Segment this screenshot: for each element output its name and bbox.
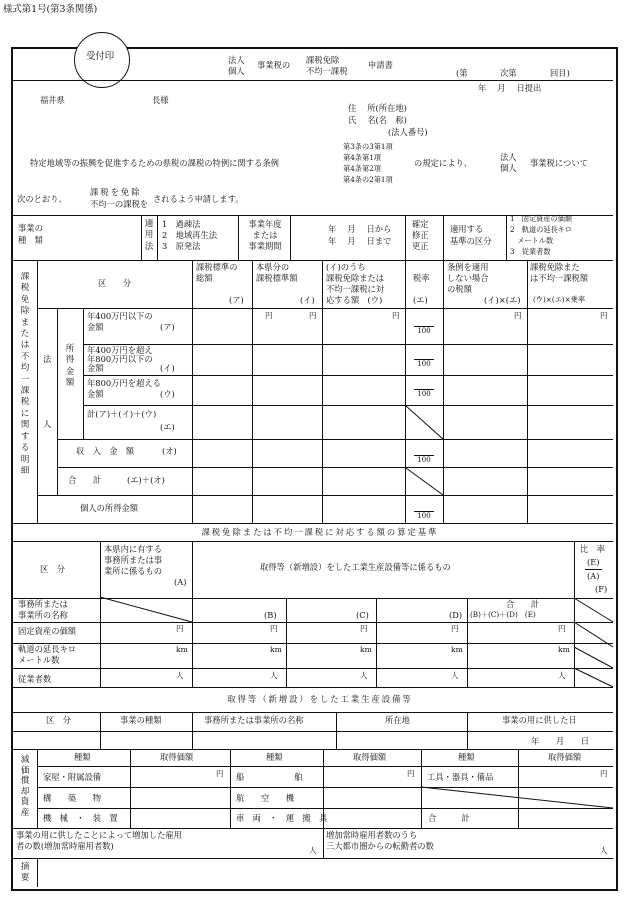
statement-line2-suffix: されるよう申請します。 <box>153 194 244 204</box>
ratio-title: 比 率 <box>580 544 605 554</box>
statement-middle: の規定により、 <box>414 158 473 168</box>
fiscal-year-label-3: 事業期間 <box>248 241 282 251</box>
divider <box>323 828 324 858</box>
law-1: 1 過疎法 <box>162 219 201 229</box>
col1-tag: (ア) <box>229 295 244 305</box>
basis-item-4: 3 従業者数 <box>510 247 551 256</box>
divider <box>12 643 613 644</box>
col5-header-3: の税額 <box>447 284 472 294</box>
km-unit: km <box>558 645 570 654</box>
yen-unit: 円 <box>270 624 278 633</box>
section3-category: 区 分 <box>46 715 71 725</box>
asset-machinery: 機 械 ・ 装 置 <box>43 813 118 823</box>
asset-structure: 構 築 物 <box>43 793 102 803</box>
col6-header: 課税免除また <box>530 262 580 272</box>
col3-header-2: 課税免除または <box>326 273 385 283</box>
price-header: 取得価額 <box>353 752 387 762</box>
yen-unit: 円 <box>216 769 224 778</box>
col4-header: 税率 <box>413 273 430 283</box>
yen-unit: 円 <box>407 769 415 778</box>
yen-unit: 円 <box>600 769 608 778</box>
serial-close: 回目) <box>550 68 570 78</box>
ratio-a: (A) <box>587 571 600 581</box>
income-side-label: 所得金額 <box>65 344 75 389</box>
yen-unit: 円 <box>600 311 608 320</box>
calc-vertical-title: 課税免除または不均一課税に関する明細 <box>20 272 30 476</box>
divider <box>230 749 231 828</box>
rate-fraction: 100 <box>412 356 436 368</box>
asset-aircraft: 航 空 機 <box>236 793 295 803</box>
total-label: 合 計 <box>68 475 102 485</box>
col2-header: 本県分の <box>256 262 290 272</box>
divider <box>12 541 613 542</box>
col6-header-2: は不均一課税額 <box>530 273 589 283</box>
asset-tools: 工具・器具・備品 <box>427 772 494 782</box>
divider <box>37 749 38 828</box>
corp-side-label: 法 <box>43 354 52 364</box>
col-d: (D) <box>449 610 463 620</box>
person-unit: 人 <box>270 671 278 680</box>
period-to: 年 月 日まで <box>328 236 392 246</box>
kind-header: 種類 <box>74 752 91 762</box>
asset-building: 家屋・附属設備 <box>43 772 102 782</box>
divider <box>12 523 613 524</box>
serial-open: (第 <box>456 68 468 78</box>
row-d-label: 計(ア)＋(イ)＋(ウ) <box>87 409 157 419</box>
divider <box>518 749 519 828</box>
divider <box>12 712 613 713</box>
statement-prefix: 特定地域等の振興を促進するための県税の課税の特例に関する条例 <box>30 158 279 168</box>
service-date-value: 年 月 日 <box>531 736 590 746</box>
law-3: 3 原発法 <box>162 241 201 251</box>
employee-transfer-label-2: 三大都市圏からの転勤者の数 <box>326 841 434 851</box>
business-kind-label-2: 種 類 <box>18 235 43 245</box>
tax-label: 事業税の <box>257 60 291 70</box>
basis-item-1: 1 固定資産の価額 <box>510 214 573 223</box>
km-unit: km <box>176 645 188 654</box>
person-unit: 人 <box>600 846 608 855</box>
asset-ship: 船 舶 <box>236 772 303 782</box>
ratio-e: (E) <box>587 557 600 567</box>
rate-fraction: 100 <box>412 508 436 520</box>
office-name-label-2: 事業所の名称 <box>18 610 68 620</box>
rate-fraction: 100 <box>412 452 436 464</box>
yen-unit: 円 <box>360 624 368 633</box>
fixed-asset-label: 固定資産の価額 <box>18 626 77 636</box>
addressee-title: 長様 <box>152 95 169 105</box>
in-pref-header-2: 事務所または事 <box>104 555 163 565</box>
person-unit: 人 <box>558 671 566 680</box>
divider <box>38 808 613 809</box>
address-label: 住 所(所在地) <box>348 103 407 113</box>
yen-unit: 円 <box>265 311 273 320</box>
divider <box>38 787 613 788</box>
employee-increase-label-2: 者の数(増加常時雇用者数) <box>16 841 114 851</box>
addressee-pref: 福井県 <box>40 95 65 105</box>
statement-uneven: 不均一の課税を <box>90 199 149 209</box>
ratio-bar <box>585 569 602 570</box>
yen-unit: 円 <box>176 624 184 633</box>
total-tag: (エ)＋(オ) <box>127 475 165 485</box>
divider <box>37 858 38 887</box>
col5-header: 条例を適用 <box>447 262 489 272</box>
name-label: 氏 名(名 称) <box>348 115 407 125</box>
basis-label-2: 基準の区分 <box>450 236 492 246</box>
km-unit: km <box>451 645 463 654</box>
individual-income-label: 個人の所得金額 <box>80 503 139 513</box>
person-unit: 人 <box>176 671 184 680</box>
divider <box>574 541 575 687</box>
divider <box>12 622 613 623</box>
col-c: (C) <box>356 610 369 620</box>
statement-corp: 法人 <box>500 152 517 162</box>
in-pref-header: 本県内に有する <box>104 544 163 554</box>
location-header: 所在地 <box>385 715 410 725</box>
row-d-tag: (エ) <box>160 422 175 432</box>
col1-header-2: 総額 <box>196 273 213 283</box>
serial-mid: 次第 <box>500 68 517 78</box>
person-unit: 人 <box>309 846 317 855</box>
col4-tag: (エ) <box>413 295 428 305</box>
divider <box>12 668 613 669</box>
reception-stamp-label: 受付印 <box>86 51 115 62</box>
article-3: 第4条第2項 <box>343 164 381 173</box>
in-pref-tag: (A) <box>174 577 187 587</box>
in-pref-header-3: 業所に係るもの <box>104 566 163 576</box>
section3-title: 取得等（新増設）をした工業生産設備等 <box>227 694 413 704</box>
confirm-3: 更正 <box>412 241 429 251</box>
sum-label: 合 計 <box>506 599 540 609</box>
applied-law-label: 適用法 <box>144 219 154 252</box>
rate-fraction: 100 <box>412 323 436 335</box>
business-kind-label: 事業の <box>18 223 43 233</box>
row-b-label-2: 年800万円以下の <box>87 354 153 364</box>
track-length-label-2: メートル数 <box>18 655 60 665</box>
business-kind-header: 事業の種類 <box>120 715 162 725</box>
office-name-header: 事務所または事業所の名称 <box>204 715 304 725</box>
divider <box>12 828 613 829</box>
statement-exempt: 課税を免除 <box>90 187 142 197</box>
yen-unit: 円 <box>451 624 459 633</box>
employees-label: 従業者数 <box>18 674 52 684</box>
employee-transfer-label: 増加常時雇用者数のうち <box>326 830 418 840</box>
row-a-label-2: 金額 <box>87 322 104 332</box>
divider <box>38 766 613 767</box>
article-4: 第4条の2第1項 <box>343 175 393 184</box>
basis-label: 適用する <box>450 224 484 234</box>
ratio-f: (F) <box>595 584 608 594</box>
assets-total-label: 合 計 <box>428 813 470 823</box>
divider <box>12 749 613 750</box>
price-header: 取得価額 <box>160 752 194 762</box>
calc-category-header: 区 分 <box>98 278 132 288</box>
row-b-label: 年400万円を超え <box>87 345 153 355</box>
col-b: (B) <box>264 610 277 620</box>
kind-header: 種類 <box>266 752 283 762</box>
row-c-tag: (ウ) <box>160 389 175 399</box>
row-a-tag: (ア) <box>160 322 175 332</box>
col2-header-2: 課税標準額 <box>256 273 298 283</box>
price-header: 取得価額 <box>548 752 582 762</box>
col5-tag: (イ)×(エ) <box>484 295 521 305</box>
col6-tag: (ウ)×(エ)×乗率 <box>533 295 586 304</box>
row-c-label-2: 金額 <box>87 389 104 399</box>
rate-fraction: 100 <box>412 386 436 398</box>
uneven-label: 不均一課税 <box>306 66 348 76</box>
yen-unit: 円 <box>558 624 566 633</box>
employee-increase-label: 事業の用に供したことによって増加した雇用 <box>16 830 182 840</box>
row-c-label: 年800万円を超える <box>87 378 161 388</box>
statement-indiv: 個人 <box>500 163 517 173</box>
col5-header-2: しない場合 <box>447 273 489 283</box>
divider <box>130 749 131 828</box>
person-unit: 人 <box>451 671 459 680</box>
km-unit: km <box>360 645 372 654</box>
fiscal-year-label: 事業年度 <box>248 219 282 229</box>
article-2: 第4条第1項 <box>343 153 381 162</box>
col2-tag: (イ) <box>300 295 315 305</box>
office-name-label: 事務所または <box>18 599 68 609</box>
service-date-header: 事業の用に供した日 <box>502 715 577 725</box>
divider <box>100 541 101 687</box>
km-unit: km <box>270 645 282 654</box>
divider <box>192 541 193 687</box>
section2-title: 課税免除または不均一課税に対応する額の算定基準 <box>201 527 439 537</box>
form-number: 様式第1号(第3条関係) <box>3 4 98 15</box>
revenue-label: 収 入 金 額 <box>76 446 135 456</box>
divider <box>12 687 613 688</box>
row-b-label-3: 金額 <box>87 363 104 373</box>
col3-header-3: 不均一課税に対 <box>326 284 385 294</box>
corp-label: 法人 <box>228 55 245 65</box>
col3-header-4: 応する額 (ウ) <box>326 295 383 305</box>
application-label: 申請書 <box>368 60 393 70</box>
basis-item-3: メートル数 <box>510 236 554 245</box>
fiscal-year-label-2: または <box>252 230 278 240</box>
col3-header: (イ)のうち <box>326 262 366 272</box>
asset-vehicle: 車 両 ・ 運 搬 具 <box>236 813 328 823</box>
confirm-1: 確定 <box>412 219 429 229</box>
acquired-header: 取得等（新増設）をした工業生産設備等に係るもの <box>260 562 451 572</box>
submission-date: 年 月 日提出 <box>478 83 542 93</box>
basis-item-2: 2 軌道の延長キロ <box>510 225 573 234</box>
yen-unit: 円 <box>309 311 317 320</box>
kind-header: 種類 <box>458 752 475 762</box>
corp-number-label: (法人番号) <box>388 127 428 137</box>
row-a-label: 年400万円以下の <box>87 311 153 321</box>
divider <box>421 749 422 828</box>
exempt-label: 課税免除 <box>306 55 340 65</box>
indiv-label: 個人 <box>228 66 245 76</box>
sum-formula: (B)＋(C)＋(D) (E) <box>470 610 536 619</box>
assets-vertical-label: 減価償却資産 <box>20 755 30 818</box>
remarks-label: 摘要 <box>20 862 30 884</box>
yen-unit: 円 <box>392 311 400 320</box>
confirm-2: 修正 <box>412 230 429 240</box>
track-length-label: 軌道の延長キロ <box>18 644 77 654</box>
col1-header: 課税標準の <box>196 262 238 272</box>
divider <box>12 731 613 732</box>
section2-category: 区 分 <box>40 564 65 574</box>
statement-line2-prefix: 次のとおり、 <box>17 194 67 204</box>
law-2: 2 地域再生法 <box>162 230 218 240</box>
revenue-tag: (オ) <box>162 446 177 456</box>
yen-unit: 円 <box>514 311 522 320</box>
person-side-label: 人 <box>43 419 52 429</box>
statement-suffix: 事業税について <box>530 158 588 168</box>
divider <box>12 858 613 859</box>
person-unit: 人 <box>360 671 368 680</box>
period-from: 年 月 日から <box>328 224 392 234</box>
article-1: 第3条の3第1項 <box>343 142 393 151</box>
row-b-tag: (イ) <box>160 363 175 373</box>
